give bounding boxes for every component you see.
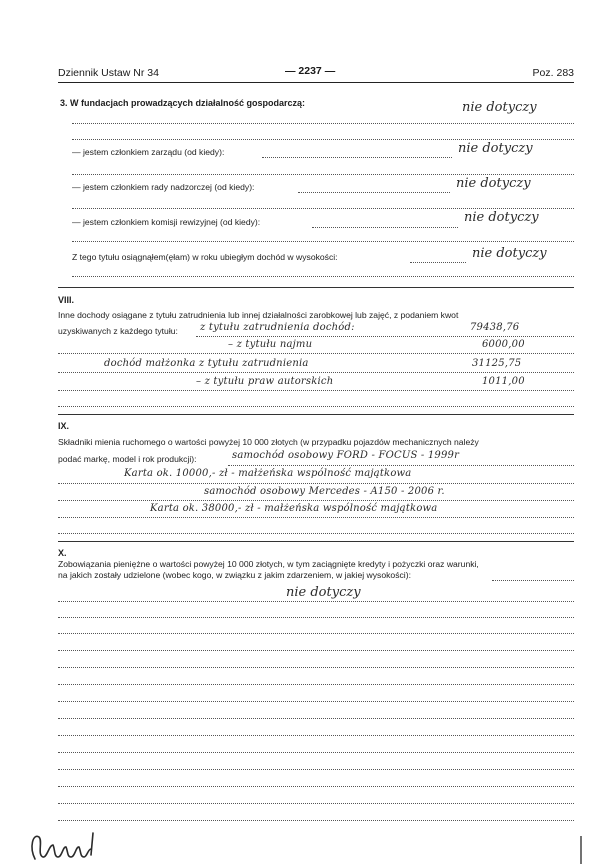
- leader-dots: [492, 580, 574, 581]
- dotted-line: [58, 735, 574, 736]
- section8-entry-text: – z tytułu praw autorskich: [196, 376, 334, 387]
- dotted-line: [196, 336, 574, 337]
- audit-answer: nie dotyczy: [464, 210, 539, 225]
- dotted-line: [58, 650, 574, 651]
- section-divider: [58, 287, 574, 288]
- dotted-line: [58, 684, 574, 685]
- dotted-line: [58, 533, 574, 534]
- journal-title: Dziennik Ustaw Nr 34: [58, 67, 159, 79]
- section8-line1: Inne dochody osiągane z tytułu zatrudnienia lub innej działalności zarobkowej lub zajęć, z podaniem kwot: [58, 310, 459, 320]
- section9-entry: Karta ok. 38000,- zł - małżeńska wspólność majątkowa: [150, 503, 438, 514]
- section9-line2: podać markę, model i rok produkcji):: [58, 454, 197, 464]
- supervisory-answer: nie dotyczy: [456, 176, 531, 191]
- dotted-line: [58, 718, 574, 719]
- section-divider: [58, 414, 574, 415]
- section8-entry-text: dochód małżonka z tytułu zatrudnienia: [104, 358, 309, 369]
- page-number: — 2237 —: [285, 65, 336, 77]
- dotted-line: [58, 701, 574, 702]
- section8-entry-text: z tytułu zatrudnienia dochód:: [200, 322, 355, 333]
- section9-numeral: IX.: [58, 421, 70, 431]
- dotted-line: [72, 241, 574, 242]
- audit-label: — jestem członkiem komisji rewizyjnej (od kiedy):: [72, 217, 261, 227]
- dotted-line: [228, 465, 574, 466]
- section9-entry: samochód osobowy FORD - FOCUS - 1999r: [232, 450, 460, 461]
- dotted-line: [58, 820, 574, 821]
- dotted-line: [58, 500, 574, 501]
- dotted-line: [58, 390, 574, 391]
- position-number: Poz. 283: [532, 67, 574, 79]
- section3-answer-main: nie dotyczy: [462, 100, 537, 115]
- board-answer: nie dotyczy: [458, 141, 533, 156]
- dotted-line: [58, 803, 574, 804]
- dotted-line: [72, 276, 574, 277]
- leader-dots: [298, 192, 450, 193]
- dotted-line: [58, 752, 574, 753]
- section8-numeral: VIII.: [58, 295, 75, 305]
- section10-line1: Zobowiązania pieniężne o wartości powyżej 10 000 złotych, w tym zaciągnięte kredyty i pożyczki oraz warunki,: [58, 559, 479, 569]
- dotted-line: [72, 139, 574, 140]
- dotted-line: [58, 483, 574, 484]
- dotted-line: [58, 406, 574, 407]
- dotted-line: [58, 353, 574, 354]
- section9-line1: Składniki mienia ruchomego o wartości powyżej 10 000 złotych (w przypadku pojazdów mechanicznych należy: [58, 437, 479, 447]
- income-answer: nie dotyczy: [472, 246, 547, 261]
- section8-entry-amount: 6000,00: [482, 339, 525, 350]
- leader-dots: [410, 262, 466, 263]
- section10-numeral: X.: [58, 548, 67, 558]
- dotted-line: [58, 633, 574, 634]
- board-label: — jestem członkiem zarządu (od kiedy):: [72, 147, 225, 157]
- dotted-line: [58, 667, 574, 668]
- section8-entry-amount: 1011,00: [482, 376, 525, 387]
- section-divider: [58, 541, 574, 542]
- section8-entry-amount: 79438,76: [470, 322, 520, 333]
- section9-entry: samochód osobowy Mercedes - A150 - 2006 r.: [204, 486, 445, 497]
- dotted-line: [58, 769, 574, 770]
- section9-entry: Karta ok. 10000,- zł - małżeńska wspólność majątkowa: [124, 468, 412, 479]
- dotted-line: [58, 786, 574, 787]
- section8-entry-amount: 31125,75: [472, 358, 522, 369]
- section10-line2: na jakich zostały udzielone (wobec kogo, w związku z jakim zdarzeniem, w jakiej wysokości):: [58, 570, 411, 580]
- dotted-line: [72, 208, 574, 209]
- dotted-line: [72, 123, 574, 124]
- dotted-line: [58, 617, 574, 618]
- income-label: Z tego tytułu osiągnąłem(ęłam) w roku ubiegłym dochód w wysokości:: [72, 252, 338, 262]
- supervisory-label: — jestem członkiem rady nadzorczej (od kiedy):: [72, 182, 255, 192]
- section10-answer: nie dotyczy: [286, 585, 361, 600]
- dotted-line: [72, 174, 574, 175]
- section3-title: 3. W fundacjach prowadzących działalność gospodarczą:: [60, 98, 306, 108]
- header-rule: [58, 82, 574, 83]
- scan-edge-mark: [577, 836, 585, 864]
- dotted-line: [58, 372, 574, 373]
- signature: [25, 827, 105, 863]
- leader-dots: [312, 227, 458, 228]
- section8-entry-text: – z tytułu najmu: [228, 339, 313, 350]
- leader-dots: [262, 157, 452, 158]
- page-header: [58, 65, 574, 83]
- dotted-line: [58, 517, 574, 518]
- section8-line2: uzyskiwanych z każdego tytułu:: [58, 326, 178, 336]
- dotted-line: [58, 601, 574, 602]
